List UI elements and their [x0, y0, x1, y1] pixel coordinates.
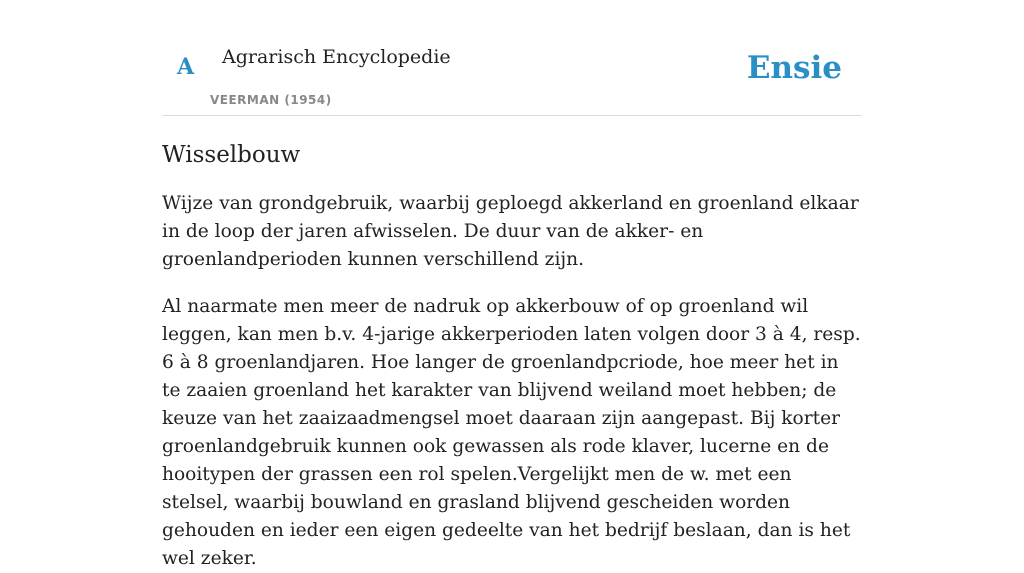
- entry-paragraph: Al naarmate men meer de nadruk op akkerbouw of op groenland wil leggen, kan men b.v. 4-jarige akkerperioden laten volgen door 3 à 4, resp. 6 à 8 groenlandjaren. Hoe langer de groenlandpcriode, hoe meer het in te zaaien groenland het karakter van blijvend weiland moet hebben; de keuze van het zaaizaadmengsel moet daaraan zijn aangepast. Bij korter groenlandgebruik kunnen ook gewassen als rode klaver, lucerne en de hooitypen der grassen een rol spelen.Vergelijkt men de w. met een stelsel, waarbij bouwland en grasland blijvend gescheiden worden gehouden en ieder een eigen gedeelte van het bedrijf beslaan, dan is het wel zeker.: [162, 296, 861, 569]
- book-title[interactable]: Agrarisch Encyclopedie: [222, 46, 451, 68]
- entry-header: [162, 0, 862, 116]
- entry-paragraph: Wijze van grondgebruik, waarbij geploegd akkerland en groenland elkaar in de loop der jaren afwisselen. De duur van de akker- en groenlandperioden kunnen verschillend zijn.: [162, 193, 859, 270]
- entry-title: Wisselbouw: [162, 142, 301, 168]
- ensie-logo-link[interactable]: Ensie: [746, 50, 842, 86]
- book-letter-logo[interactable]: A: [177, 54, 195, 80]
- book-author: VEERMAN (1954): [210, 93, 332, 107]
- page-container: [162, 0, 862, 573]
